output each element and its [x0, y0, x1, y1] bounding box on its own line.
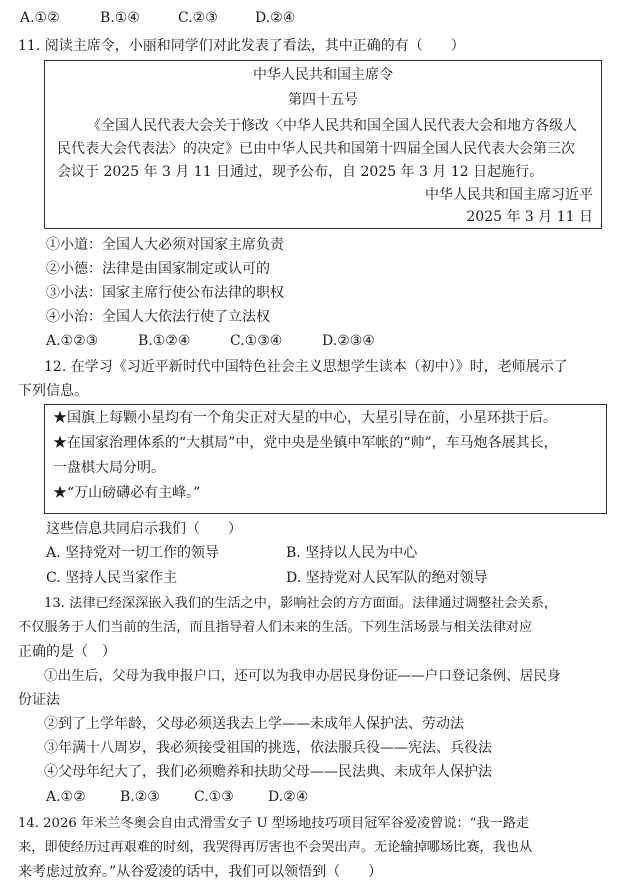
option-a[interactable]: A.①② [20, 10, 60, 26]
statement: ③小法：国家主席行使公布法律的职权 [46, 285, 284, 301]
info-box [44, 404, 607, 514]
decree-body-line: 《全国人民代表大会关于修改〈中华人民共和国全国人民代表大会和地方各级人 [87, 118, 577, 134]
option-c[interactable]: C. 坚持人民当家作主 [46, 570, 178, 586]
option-b[interactable]: B. 坚持以人民为中心 [286, 545, 418, 561]
decree-signature: 中华人民共和国主席习近平 [425, 187, 593, 203]
info-item: ★在国家治理体系的“大棋局”中，党中央是坐镇中军帐的“帅”，车马炮各展其长， [53, 435, 558, 451]
statement: ①出生后，父母为我申报户口，还可以为我申办居民身份证——户口登记条例、居民身 [44, 668, 561, 684]
option-d[interactable]: D.②④ [268, 789, 309, 805]
statement: ②小德：法律是由国家制定或认可的 [46, 261, 270, 277]
info-item: ★国旗上每颗小星均有一个角尖正对大星的中心，大星引导在前，小星环拱于后。 [53, 410, 557, 426]
info-item: ★“万山磅礴必有主峰。” [53, 485, 201, 501]
option-a[interactable]: A.①②③ [46, 333, 99, 349]
statement: 份证法 [18, 692, 60, 708]
question-stem: 不仅服务于人们当前的生活，而且指导着人们未来的生活。下列生活场景与相关法律对应 [18, 620, 533, 635]
question-stem: 来考虑过放弃。”从谷爱凌的话中，我们可以领悟到（ ） [18, 864, 383, 880]
question-stem: 13. 法律已经深深嵌入我们的生活之中，影响社会的方方面面。法律通过调整社会关系， [44, 596, 558, 611]
decree-title: 中华人民共和国主席令 [253, 67, 393, 83]
option-c[interactable]: C.②③ [178, 10, 218, 26]
question-stem: 12. 在学习《习近平新时代中国特色社会主义思想学生读本（初中）》时，老师展示了 [44, 359, 568, 375]
option-d[interactable]: D.②③④ [322, 333, 375, 349]
option-d[interactable]: D. 坚持党对人民军队的绝对领导 [286, 570, 488, 586]
question-stem: 11. 阅读主席令，小丽和同学们对此发表了看法，其中正确的有（ ） [18, 38, 465, 54]
question-stem: 下列信息。 [18, 383, 88, 399]
info-item: 一盘棋大局分明。 [53, 460, 165, 476]
decree-body-line: 民代表大会代表法〉的决定》已由中华人民共和国第十四届全国人民代表大会第三次 [57, 141, 575, 157]
option-c[interactable]: C.①③④ [230, 333, 283, 349]
decree-box [44, 60, 602, 229]
option-b[interactable]: B.①②④ [138, 333, 191, 349]
statement: ②到了上学年龄，父母必须送我去上学——未成年人保护法、劳动法 [44, 716, 464, 732]
statement: ①小道：全国人大必须对国家主席负责 [46, 237, 284, 253]
statement: ④父母年纪大了，我们必须赡养和扶助父母——民法典、未成年人保护法 [44, 764, 492, 780]
decree-date: 2025 年 3 月 11 日 [466, 209, 593, 225]
option-b[interactable]: B.①④ [100, 10, 140, 26]
question-stem: 来，即使经历过再艰难的时刻，我哭得再厉害也不会哭出声。无论输掉哪场比赛，我也从 [18, 840, 533, 855]
option-a[interactable]: A. 坚持党对一切工作的领导 [46, 545, 220, 561]
question-stem: 正确的是（ ） [18, 644, 116, 660]
option-d[interactable]: D.②④ [255, 10, 296, 26]
option-a[interactable]: A.①② [46, 789, 86, 805]
option-c[interactable]: C.①③ [194, 789, 234, 805]
decree-number: 第四十五号 [288, 92, 358, 108]
statement: ④小治：全国人大依法行使了立法权 [46, 309, 270, 325]
question-prompt: 这些信息共同启示我们（ ） [46, 521, 242, 537]
decree-body-line: 会议于 2025 年 3 月 11 日通过，现予公布，自 2025 年 3 月 12 日起施行。 [57, 164, 544, 180]
statement: ③年满十八周岁，我必须接受祖国的挑选，依法服兵役——宪法、兵役法 [44, 740, 492, 756]
option-b[interactable]: B.②③ [120, 789, 160, 805]
question-stem: 14. 2026 年米兰冬奥会自由式滑雪女子 U 型场地技巧项目冠军谷爱凌曾说：“我一路走 [18, 816, 530, 831]
